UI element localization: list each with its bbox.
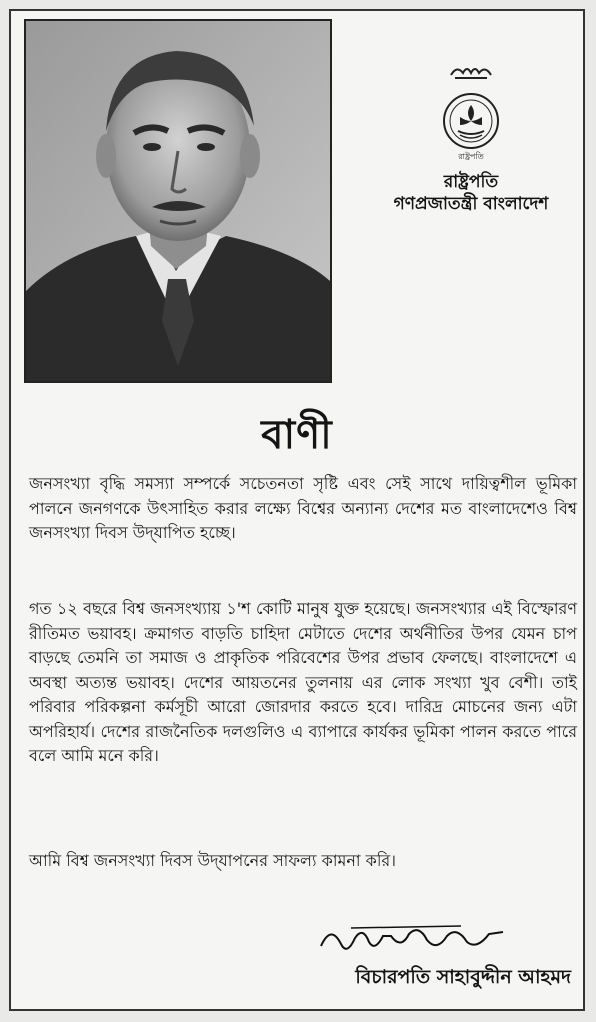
emblem-area [371,61,571,215]
message-page [9,9,585,1011]
emblem-caption: রাষ্ট্রপতি [458,152,484,161]
emblem-crest-icon [447,61,495,83]
office-title: রাষ্ট্রপতি [443,172,499,192]
message-paragraph-2: গত ১২ বছরে বিশ্ব জনসংখ্যায় ১'শ কোটি মানুষ যুক্ত হয়েছে। জনসংখ্যার এই বিস্ফোরণ রীতিমত ভয়াবহ। ক্রমাগত বাড়তি চাহিদা মেটাতে দেশের অর্থনীতির উপর যেমন চাপ বাড়ছে তেমনি তা সমাজ ও প্রাকৃতিক পরিবেশের উপর প্রভাব ফেলছে। বাংলাদেশে এ অবস্থা অত্যন্ত ভয়াবহ। দেশের আয়তনের তুলনায় এর লোক সংখ্যা খুব বেশী। তাই পরিবার পরিকল্পনা কর্মসূচী আরো জোরদার করতে হবে। দারিদ্র মোচনের জন্য এটা অপরিহার্য। দেশের রাজনৈতিক দলগুলিও এ ব্যাপারে কার্যকর ভূমিকা পালন করতে পারে বলে আমি মনে করি। [29,599,577,765]
portrait-photo [24,19,332,383]
handwritten-signature [311,916,511,962]
message-paragraph-1: জনসংখ্যা বৃদ্ধি সমস্যা সম্পর্কে সচেতনতা সৃষ্টি এবং সেই সাথে দায়িত্বশীল ভূমিকা পালনে জনগণকে উৎসাহিত করার লক্ষ্যে বিশ্বের অন্যান্য দেশের মত বাংলাদেশেও বিশ্ব জনসংখ্যা দিবস উদ্‌যাপিত হচ্ছে। [29,474,577,542]
message-heading: বাণী [261,411,333,458]
office-subtitle: গণপ্রজাতন্ত্রী বাংলাদেশ [393,194,549,214]
portrait-image [26,21,330,381]
national-emblem-icon [440,91,502,163]
signer-name: বিচারপতি সাহাবুদ্দীন আহমদ [355,966,571,988]
message-paragraph-3: আমি বিশ্ব জনসংখ্যা দিবস উদ্‌যাপনের সাফল্য কামনা করি। [29,851,396,870]
